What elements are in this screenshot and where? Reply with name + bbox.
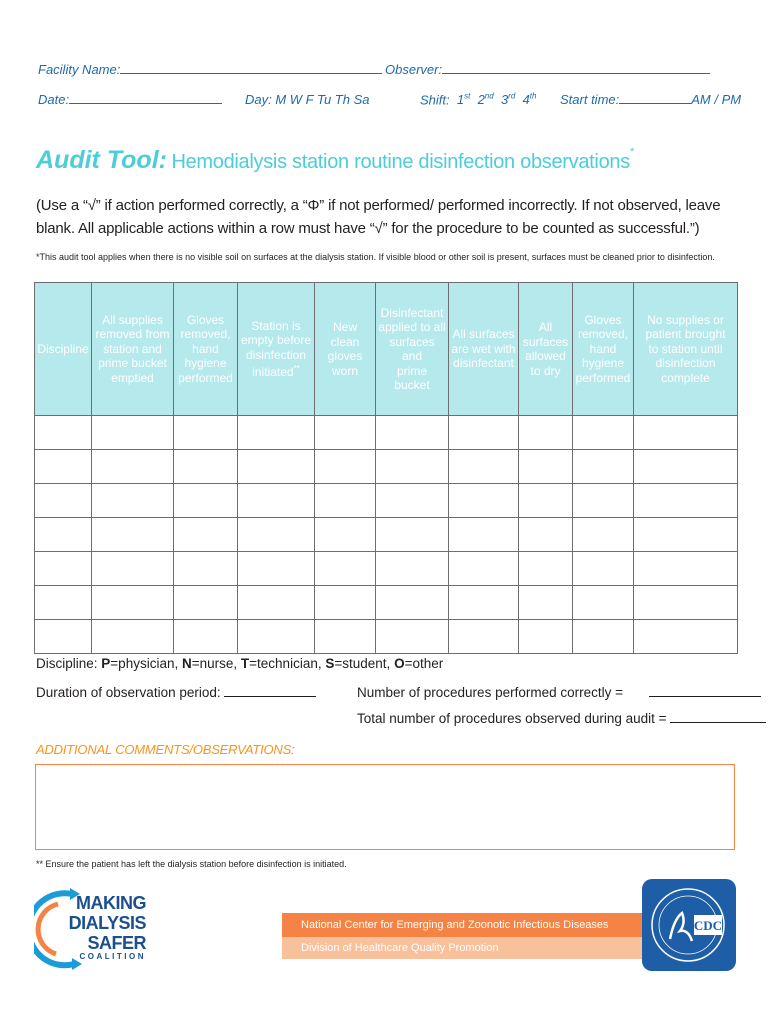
title-marker: * — [629, 146, 635, 158]
duration-label: Duration of observation period: — [36, 685, 221, 700]
table-cell[interactable] — [449, 416, 519, 450]
date-label: Date: — [38, 92, 70, 107]
duration-line — [224, 684, 316, 697]
table-cell[interactable] — [376, 450, 449, 484]
duration-field[interactable] — [36, 684, 316, 700]
legend-item: N=nurse, — [181, 656, 241, 671]
table-row — [35, 416, 738, 450]
table-cell[interactable] — [35, 586, 92, 620]
table-cell[interactable] — [35, 416, 92, 450]
legend-item: S=student, — [325, 656, 395, 671]
start-time-label: Start time: — [560, 92, 620, 107]
table-cell[interactable] — [376, 586, 449, 620]
table-cell[interactable] — [376, 620, 449, 654]
table-cell[interactable] — [376, 416, 449, 450]
table-cell[interactable] — [174, 586, 238, 620]
table-cell[interactable] — [573, 620, 634, 654]
table-cell[interactable] — [634, 620, 738, 654]
column-header-line: to dry — [530, 363, 561, 378]
column-header-line: emptied — [111, 370, 154, 385]
table-cell[interactable] — [376, 552, 449, 586]
table-cell[interactable] — [92, 484, 174, 518]
table-cell[interactable] — [634, 450, 738, 484]
observer-line — [442, 62, 710, 74]
footnote: ** Ensure the patient has left the dialysis station before disinfection is initiated. — [36, 859, 347, 869]
table-cell[interactable] — [315, 586, 376, 620]
table-row — [35, 552, 738, 586]
column-header-line: hand — [192, 341, 219, 356]
discipline-legend — [36, 656, 443, 671]
column-header-line: applied to all — [378, 320, 446, 334]
table-cell[interactable] — [238, 620, 315, 654]
table-cell[interactable] — [92, 552, 174, 586]
total-count-field[interactable] — [357, 710, 766, 726]
table-cell[interactable] — [449, 450, 519, 484]
column-header-line: Gloves — [584, 312, 622, 327]
table-header-row — [35, 283, 738, 416]
table-row — [35, 620, 738, 654]
instructions: (Use a “√” if action performed correctly, a “Φ” if not performed/ performed incorrectly. If not observed, leave blank. All applicable actions within a row must have “√” for the procedure to be counted as successful.”) — [36, 197, 721, 237]
table-cell[interactable] — [315, 484, 376, 518]
total-count-label: Total number of procedures observed during audit = — [357, 711, 667, 726]
facility-name-field[interactable] — [38, 62, 382, 77]
table-cell[interactable] — [634, 416, 738, 450]
cdc-logo-text: CDC — [693, 918, 723, 933]
table-cell[interactable] — [449, 552, 519, 586]
column-header-line: empty before — [240, 333, 312, 347]
agency-division: Division of Healthcare Quality Promotion — [282, 937, 642, 959]
table-cell[interactable] — [92, 416, 174, 450]
shift-4[interactable]: 4th — [522, 92, 537, 108]
table-cell[interactable] — [573, 552, 634, 586]
shift-3[interactable]: 3rd — [500, 92, 516, 108]
table-cell[interactable] — [449, 620, 519, 654]
table-cell[interactable] — [634, 586, 738, 620]
column-header-line: Station is — [251, 318, 301, 333]
table-cell[interactable] — [449, 518, 519, 552]
column-header-line: removed, — [577, 327, 629, 342]
comments-box[interactable] — [35, 764, 735, 850]
column-header-line: worn — [331, 363, 358, 378]
column-header-line: gloves — [327, 349, 363, 363]
start-time-field[interactable] — [560, 92, 741, 107]
column-header-5 — [376, 283, 449, 416]
column-header-7 — [519, 283, 573, 416]
facility-name-label: Facility Name: — [38, 62, 121, 77]
table-cell[interactable] — [519, 552, 573, 586]
date-line — [69, 92, 222, 104]
column-header-4 — [315, 283, 376, 416]
column-header-line: disinfection — [245, 347, 307, 362]
table-cell[interactable] — [238, 450, 315, 484]
table-cell[interactable] — [519, 450, 573, 484]
table-cell[interactable] — [238, 518, 315, 552]
table-cell[interactable] — [35, 552, 92, 586]
table-cell[interactable] — [573, 484, 634, 518]
table-row — [35, 518, 738, 552]
table-cell[interactable] — [573, 586, 634, 620]
table-cell[interactable] — [376, 518, 449, 552]
shift-options[interactable] — [420, 92, 536, 107]
audit-table — [34, 282, 738, 654]
correct-count-line — [649, 684, 761, 697]
table-cell[interactable] — [573, 450, 634, 484]
column-header-line: Discipline — [37, 341, 89, 356]
table-cell[interactable] — [35, 518, 92, 552]
table-cell[interactable] — [634, 518, 738, 552]
table-row — [35, 484, 738, 518]
day-options[interactable] — [245, 92, 369, 107]
table-cell[interactable] — [174, 484, 238, 518]
column-header-line: station and — [103, 341, 162, 356]
table-cell[interactable] — [238, 484, 315, 518]
table-row — [35, 450, 738, 484]
table-cell[interactable] — [315, 518, 376, 552]
table-cell[interactable] — [315, 416, 376, 450]
table-body — [35, 416, 738, 654]
column-header-line: initiated** — [252, 364, 300, 379]
table-cell[interactable] — [174, 620, 238, 654]
correct-count-label: Number of procedures performed correctly = — [357, 685, 623, 700]
table-cell[interactable] — [315, 552, 376, 586]
table-cell[interactable] — [35, 484, 92, 518]
table-cell[interactable] — [634, 552, 738, 586]
column-header-line: prime bucket — [394, 363, 430, 392]
column-header-2 — [174, 283, 238, 416]
table-cell[interactable] — [519, 416, 573, 450]
table-row — [35, 586, 738, 620]
agency-center: National Center for Emerging and Zoonotic Infectious Diseases — [282, 913, 642, 937]
logo-line-coalition: COALITION — [79, 952, 146, 961]
column-header-1 — [92, 283, 174, 416]
additional-comments-heading: ADDITIONAL COMMENTS/OBSERVATIONS: — [36, 742, 295, 757]
title-rest: Hemodialysis station routine disinfection observations — [171, 151, 630, 173]
shift-2[interactable]: 2nd — [477, 92, 494, 108]
table-cell[interactable] — [92, 586, 174, 620]
column-header-line: All surfaces — [452, 327, 515, 342]
observer-field[interactable] — [385, 62, 710, 77]
table-cell[interactable] — [92, 518, 174, 552]
column-header-9 — [634, 283, 738, 416]
column-header-line: All — [538, 320, 553, 334]
table-cell[interactable] — [449, 484, 519, 518]
legend-item: P=physician, — [101, 656, 182, 671]
column-header-6 — [449, 283, 519, 416]
column-header-line: surfaces — [522, 334, 569, 349]
table-cell[interactable] — [573, 416, 634, 450]
column-header-line: allowed — [525, 349, 566, 363]
column-header-line: removed, — [180, 327, 231, 342]
column-header-line: hygiene — [184, 356, 227, 371]
table-cell[interactable] — [315, 450, 376, 484]
legend-prefix: Discipline: — [36, 656, 102, 671]
column-header-0 — [35, 283, 92, 416]
cdc-logo-icon — [642, 879, 736, 971]
table-cell[interactable] — [174, 450, 238, 484]
column-header-line: disinfectant — [453, 356, 514, 371]
facility-name-line — [120, 62, 382, 74]
column-header-line: No supplies or — [647, 312, 724, 327]
table-cell[interactable] — [449, 586, 519, 620]
table-cell[interactable] — [92, 450, 174, 484]
table-cell[interactable] — [519, 586, 573, 620]
start-time-line — [619, 92, 691, 104]
column-header-line: disinfection — [655, 356, 716, 371]
applicability-note: *This audit tool applies when there is no visible soil on surfaces at the dialysis station. If visible blood or other soil is present, surfaces must be cleaned prior to disinfection. — [36, 252, 715, 262]
column-header-3 — [238, 283, 315, 416]
column-header-line: New clean — [330, 320, 360, 349]
column-header-line: prime bucket — [98, 356, 167, 371]
table-cell[interactable] — [315, 620, 376, 654]
logo-line-safer: SAFER — [87, 933, 146, 953]
column-header-line: to station until — [648, 341, 723, 356]
table-cell[interactable] — [92, 620, 174, 654]
logo-line-making: MAKING — [76, 893, 146, 913]
column-header-line: patient brought — [645, 327, 726, 342]
table-cell[interactable] — [573, 518, 634, 552]
title-lead: Audit Tool: — [36, 146, 167, 174]
table-cell[interactable] — [238, 586, 315, 620]
column-header-line: Gloves — [186, 312, 225, 327]
observer-label: Observer: — [385, 62, 443, 77]
column-header-line: are wet with — [451, 341, 516, 356]
shift-label: Shift: — [420, 92, 450, 108]
logo-line-dialysis: DIALYSIS — [68, 913, 146, 933]
column-header-line: performed — [178, 370, 233, 385]
table-cell[interactable] — [519, 620, 573, 654]
ampm-label: AM / PM — [691, 92, 742, 107]
column-header-line: surfaces and — [389, 334, 435, 363]
column-header-line: hand — [589, 341, 617, 356]
total-count-line — [670, 710, 766, 723]
correct-count-field[interactable] — [357, 684, 761, 700]
table-cell[interactable] — [376, 484, 449, 518]
table-cell[interactable] — [519, 518, 573, 552]
table-cell[interactable] — [519, 484, 573, 518]
column-header-line: complete — [661, 370, 710, 385]
column-header-line: hygiene — [581, 356, 625, 371]
table-cell[interactable] — [238, 552, 315, 586]
table-cell[interactable] — [634, 484, 738, 518]
column-header-line: All supplies — [102, 312, 163, 327]
column-header-8 — [573, 283, 634, 416]
table-cell[interactable] — [238, 416, 315, 450]
table-cell[interactable] — [174, 416, 238, 450]
table-cell[interactable] — [35, 450, 92, 484]
table-cell[interactable] — [35, 620, 92, 654]
table-cell[interactable] — [174, 518, 238, 552]
legend-item: T=technician, — [240, 656, 326, 671]
mdsc-logo-text — [64, 893, 146, 963]
shift-1[interactable]: 1st — [456, 92, 471, 108]
day-label: Day: M W F Tu Th Sa — [245, 92, 370, 107]
column-header-line: performed — [575, 370, 631, 385]
date-field[interactable] — [38, 92, 222, 107]
page-title — [36, 146, 634, 175]
legend-item: O=other — [394, 656, 444, 671]
table-cell[interactable] — [174, 552, 238, 586]
column-header-line: Disinfectant — [380, 305, 444, 320]
column-header-line: removed from — [95, 327, 170, 342]
